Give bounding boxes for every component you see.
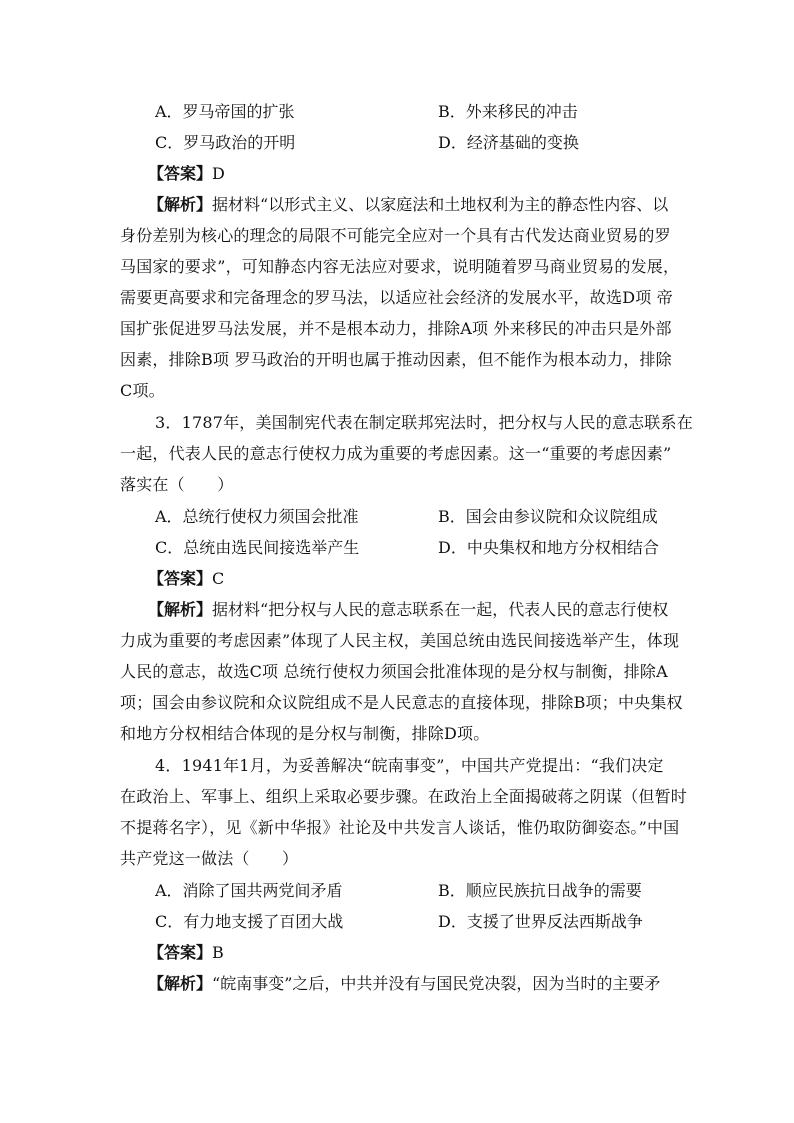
analysis-text: 项；国会由参议院和众议院组成不是人民意志的直接体现，排除B项；中央集权	[120, 693, 683, 712]
option-c: C．总统由选民间接选举产生	[155, 538, 360, 557]
question-stem: 一起，代表人民的意志行使权力成为重要的考虑因素。这一“重要的考虑因素”	[120, 444, 672, 463]
analysis-line	[148, 600, 668, 620]
answer-value: C	[212, 569, 225, 588]
analysis-text: 力成为重要的考虑因素”体现了人民主权，美国总统由选民间接选举产生，体现	[120, 631, 680, 650]
answer-tag: 【答案】	[148, 164, 213, 183]
analysis-text: 马国家的要求”，可知静态内容无法应对要求，说明随着罗马商业贸易的发展，	[120, 257, 680, 276]
analysis-text: 据材料“以形式主义、以家庭法和土地权利为主的静态性内容、以	[212, 195, 669, 214]
option-b: B．国会由参议院和众议院组成	[438, 507, 658, 526]
analysis-text: C项。	[120, 381, 165, 400]
option-a: A．消除了国共两党间矛盾	[155, 881, 343, 900]
analysis-tag: 【解析】	[148, 600, 213, 619]
analysis-tag: 【解析】	[148, 195, 213, 214]
answer-line	[148, 943, 224, 963]
answer-value: B	[212, 943, 224, 962]
analysis-text: “皖南事变”之后，中共并没有与国民党决裂，因为当时的主要矛	[212, 974, 661, 993]
option-b: B．顺应民族抗日战争的需要	[438, 881, 642, 900]
analysis-line	[148, 195, 668, 215]
answer-tag: 【答案】	[148, 943, 213, 962]
question-stem: 在政治上、军事上、组织上采取必要步骤。在政治上全面揭破蒋之阴谋（但暂时	[120, 787, 688, 806]
analysis-text: 需要更高要求和完备理念的罗马法，以适应社会经济的发展水平，故选D项 帝	[120, 288, 673, 307]
option-d: D．支援了世界反法西斯战争	[438, 912, 643, 931]
question-stem: 落实在（ ）	[120, 475, 234, 494]
analysis-text: 身份差别为核心的理念的局限不可能完全应对一个具有古代发达商业贸易的罗	[120, 226, 671, 245]
question-stem: 4．1941年1月，为妥善解决“皖南事变”，中国共产党提出：“我们决定	[155, 756, 664, 775]
option-b: B．外来移民的冲击	[438, 102, 578, 121]
option-d: D．经济基础的变换	[438, 133, 579, 152]
analysis-text: 据材料“把分权与人民的意志联系在一起，代表人民的意志行使权	[212, 600, 669, 619]
analysis-line	[148, 974, 660, 994]
answer-tag: 【答案】	[148, 569, 213, 588]
option-a: A．总统行使权力须国会批准	[155, 507, 359, 526]
analysis-text: 和地方分权相结合体现的是分权与制衡，排除D项。	[120, 724, 490, 743]
question-stem: 3．1787年，美国制宪代表在制定联邦宪法时，把分权与人民的意志联系在	[155, 413, 693, 432]
answer-line	[148, 164, 225, 184]
question-stem: 共产党这一做法（ ）	[120, 849, 299, 868]
answer-line	[148, 569, 224, 589]
analysis-text: 国扩张促进罗马法发展，并不是根本动力，排除A项 外来移民的冲击只是外部	[120, 319, 672, 338]
answer-value: D	[212, 164, 225, 183]
option-a: A．罗马帝国的扩张	[155, 102, 295, 121]
option-c: C．罗马政治的开明	[155, 133, 296, 152]
option-c: C．有力地支援了百团大战	[155, 912, 344, 931]
option-d: D．中央集权和地方分权相结合	[438, 538, 659, 557]
question-stem: 不提蒋名字），见《新中华报》社论及中共发言人谈话，惟仍取防御姿态。”中国	[120, 818, 680, 837]
analysis-text: 因素，排除B项 罗马政治的开明也属于推动因素，但不能作为根本动力，排除	[120, 350, 672, 369]
analysis-tag: 【解析】	[148, 974, 213, 993]
analysis-text: 人民的意志，故选C项 总统行使权力须国会批准体现的是分权与制衡，排除A	[120, 662, 668, 681]
